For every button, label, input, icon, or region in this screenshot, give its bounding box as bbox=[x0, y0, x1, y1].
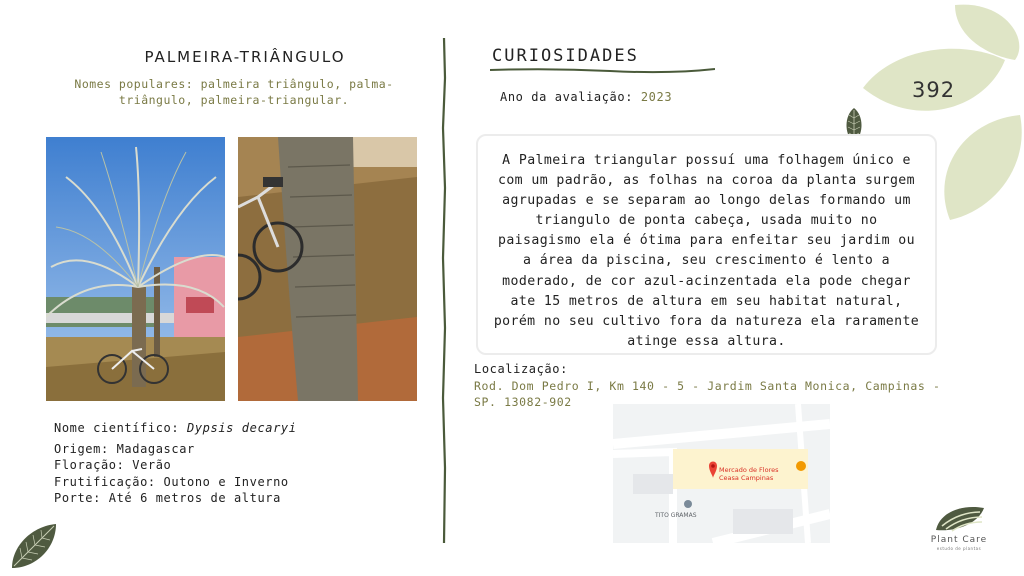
size: Porte: Até 6 metros de altura bbox=[54, 491, 281, 505]
leaf-decoration-bottom-left-icon bbox=[8, 520, 60, 572]
scientific-name: Nome científico: Dypsis decaryi bbox=[54, 421, 297, 435]
plant-facts bbox=[54, 420, 297, 507]
description-card bbox=[476, 134, 937, 355]
description-text: A Palmeira triangular possuí uma folhagem único e com um padrão, as folhas na coroa da planta surgem agrupadas e se separam ao longo delas formando um triangulo de ponta cabeça, usada muito no paisagismo ela é ótima para enfeitar seu jardim ou a área da piscina, seu crescimento é lento a moderado, de cor azul-acinzentada ela pode chegar ate 15 metros de altura em seu habitat natural, porém no seu cultivo fora da natureza ela raramente atinge essa altura. bbox=[493, 153, 920, 349]
plant-title: PALMEIRA-TRIÂNGULO bbox=[144, 48, 346, 66]
curiosities-title: CURIOSIDADES bbox=[492, 46, 639, 66]
origin: Origem: Madagascar bbox=[54, 441, 195, 456]
popular-names: Nomes populares: palmeira triângulo, palma-triângulo, palmeira-triangular. bbox=[74, 77, 394, 107]
plant-care-logo-icon bbox=[932, 502, 986, 534]
page-number: 392 bbox=[912, 78, 956, 102]
map-secondary-label: TITO GRAMAS bbox=[655, 512, 697, 519]
flowering: Floração: Verão bbox=[54, 458, 172, 472]
vertical-divider bbox=[440, 38, 448, 543]
map-place-label-2: Ceasa Campinas bbox=[719, 474, 774, 482]
palm-tree-photo bbox=[46, 137, 225, 401]
logo-tagline: estudo de plantas bbox=[936, 546, 982, 551]
logo-name: Plant Care bbox=[930, 535, 988, 545]
location-address: Rod. Dom Pedro I, Km 140 - 5 - Jardim Santa Monica, Campinas - SP. 13082-902 bbox=[474, 379, 941, 409]
map-place-label-1: Mercado de Flores bbox=[719, 466, 779, 474]
map-poi-small-icon bbox=[684, 500, 692, 508]
location-label: Localização: bbox=[474, 362, 568, 376]
curiosities-underline bbox=[490, 66, 715, 74]
palm-trunk-photo bbox=[238, 137, 417, 401]
evaluation-year: Ano da avaliação: 2023 bbox=[500, 90, 673, 104]
location-map[interactable] bbox=[613, 404, 830, 543]
fruiting: Frutificação: Outono e Inverno bbox=[54, 474, 289, 489]
map-poi-icon bbox=[796, 461, 806, 471]
plant-care-logo bbox=[920, 500, 998, 550]
